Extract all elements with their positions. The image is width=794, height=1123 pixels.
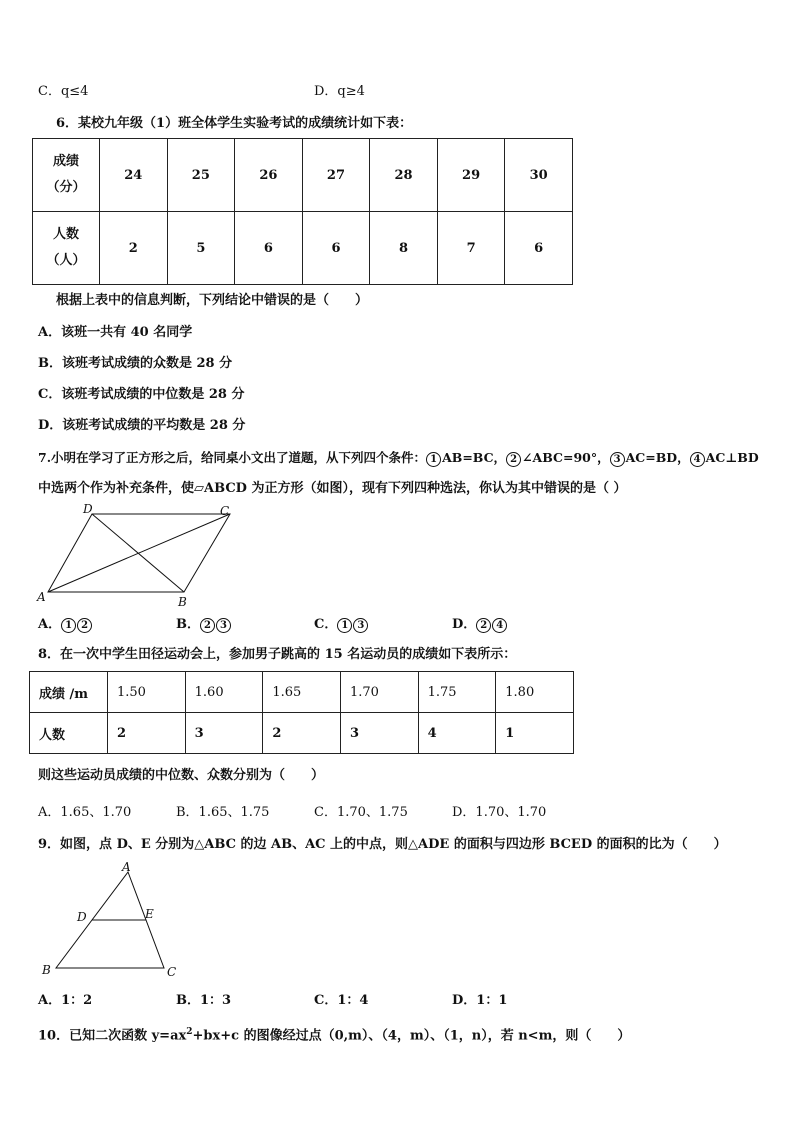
q6-score-cell: 27 (302, 139, 370, 212)
point-label-b: B (42, 963, 51, 977)
q8-height-cell: 1.50 (108, 672, 186, 713)
q8-count-cell: 2 (108, 713, 186, 754)
circled-number-icon: 3 (610, 452, 625, 467)
q10-stem-b: +bx+c 的图像经过点（0,m）、（4，m）、（1，n），若 n<m，则（ ） (192, 1028, 631, 1044)
q8-height-cell: 1.80 (496, 672, 574, 713)
q6-count-cell: 6 (302, 212, 370, 285)
q8-height-table (29, 671, 574, 754)
q8-count-header: 人数 (30, 713, 108, 754)
circled-number-icon: 3 (216, 618, 231, 633)
q8-option-a: A．1.65、1.70 (38, 805, 132, 820)
q5-option-c: C．q≤4 (38, 84, 89, 99)
circled-number-icon: 4 (492, 618, 507, 633)
q6-count-cell: 2 (100, 212, 168, 285)
circled-number-icon: 2 (77, 618, 92, 633)
q6-option-c: C．该班考试成绩的中位数是 28 分 (38, 387, 245, 402)
q6-count-cell: 8 (370, 212, 438, 285)
q6-count-header-b: （人） (46, 253, 86, 268)
q7-cond-1: AB=BC， (442, 450, 507, 465)
point-label-c: C (167, 965, 177, 979)
q6-count-row (33, 212, 573, 285)
q8-height-cell: 1.75 (418, 672, 496, 713)
q8-count-cell: 1 (496, 713, 574, 754)
circled-number-icon: 1 (426, 452, 441, 467)
q9-option-c: C．1：4 (314, 993, 369, 1008)
q7-stem-line1 (38, 449, 759, 467)
q8-height-header: 成绩 /m (30, 672, 108, 713)
q7-cond-2: ∠ABC=90°， (522, 450, 610, 465)
q9-stem: 9．如图，点 D、E 分别为△ABC 的边 AB、AC 上的中点，则△ADE 的面积与四边形 BCED 的面积的比为（ ） (38, 837, 727, 852)
q7-option-letter: B． (176, 617, 200, 632)
q6-score-cell: 25 (167, 139, 235, 212)
q6-score-cell: 29 (437, 139, 505, 212)
q9-option-a: A．1：2 (38, 993, 93, 1008)
q10-exponent: 2 (186, 1027, 193, 1037)
q8-option-d: D．1.70、1.70 (452, 805, 547, 820)
q6-count-header-a: 人数 (52, 227, 79, 242)
q8-height-cell: 1.60 (185, 672, 263, 713)
q6-score-cell: 26 (235, 139, 303, 212)
q9-option-b: B．1：3 (176, 993, 232, 1008)
q9-option-d: D．1：1 (452, 993, 508, 1008)
circled-number-icon: 2 (506, 452, 521, 467)
circled-number-icon: 4 (690, 452, 705, 467)
q9-triangle-figure (36, 860, 186, 980)
q6-score-header-a: 成绩 (52, 154, 79, 169)
circled-number-icon: 3 (353, 618, 368, 633)
q7-option-b (176, 616, 232, 634)
q8-height-cell: 1.70 (340, 672, 418, 713)
q6-score-table (32, 138, 573, 285)
q8-stem: 8．在一次中学生田径运动会上，参加男子跳高的 15 名运动员的成绩如下表所示： (38, 647, 517, 662)
q6-option-b: B．该班考试成绩的众数是 28 分 (38, 356, 233, 371)
q7-option-letter: A． (38, 617, 62, 632)
q7-option-c (314, 616, 369, 634)
q7-cond-3: AC=BD， (625, 450, 690, 465)
q6-count-cell: 5 (167, 212, 235, 285)
q6-option-a: A．该班一共有 40 名同学 (38, 325, 193, 340)
point-label-a: A (122, 860, 131, 874)
circled-number-icon: 1 (337, 618, 352, 633)
q7-option-letter: C． (314, 617, 338, 632)
q7-parallelogram-figure (32, 500, 242, 612)
q8-count-cell: 3 (185, 713, 263, 754)
q8-height-row (30, 672, 574, 713)
q7-option-letter: D． (452, 617, 477, 632)
q6-score-header (33, 139, 100, 212)
point-label-e: E (145, 907, 154, 921)
point-label-c: C (220, 504, 230, 518)
point-label-d: D (77, 910, 87, 924)
q7-option-d (452, 616, 508, 634)
q6-score-cell: 24 (100, 139, 168, 212)
q6-count-cell: 7 (437, 212, 505, 285)
q8-count-row (30, 713, 574, 754)
q8-height-cell: 1.65 (263, 672, 341, 713)
q8-count-cell: 2 (263, 713, 341, 754)
q8-question: 则这些运动员成绩的中位数、众数分别为（ ） (38, 768, 325, 783)
q6-score-header-b: （分） (46, 180, 86, 195)
q6-count-cell: 6 (505, 212, 573, 285)
q8-option-c: C．1.70、1.75 (314, 805, 408, 820)
point-label-d: D (83, 502, 93, 516)
q6-stem: 6．某校九年级（1）班全体学生实验考试的成绩统计如下表： (56, 116, 413, 131)
q8-count-cell: 4 (418, 713, 496, 754)
circled-number-icon: 2 (476, 618, 491, 633)
q6-score-cell: 30 (505, 139, 573, 212)
q6-score-row (33, 139, 573, 212)
q7-stem-a: 7.小明在学习了正方形之后，给同桌小文出了道题，从下列四个条件： (38, 450, 427, 465)
q6-count-header (33, 212, 100, 285)
circled-number-icon: 2 (200, 618, 215, 633)
diagonal-ac (48, 514, 230, 592)
q6-score-cell: 28 (370, 139, 438, 212)
point-label-b: B (178, 595, 187, 609)
q7-option-a (38, 616, 93, 634)
q8-count-cell: 3 (340, 713, 418, 754)
q6-count-cell: 6 (235, 212, 303, 285)
point-label-a: A (37, 590, 46, 604)
q7-stem-line2: 中选两个作为补充条件，使▱ABCD 为正方形（如图），现有下列四种选法，你认为其中错误的是（ ） (38, 481, 627, 496)
q10-stem-a: 10．已知二次函数 y=ax (38, 1028, 187, 1044)
q7-cond-4: AC⊥BD (705, 450, 759, 465)
diagonal-bd (92, 514, 184, 592)
q5-option-d: D．q≥4 (314, 84, 365, 99)
q6-option-d: D．该班考试成绩的平均数是 28 分 (38, 418, 246, 433)
circled-number-icon: 1 (61, 618, 76, 633)
q10-stem (38, 1023, 630, 1045)
q8-option-b: B．1.65、1.75 (176, 805, 270, 820)
q6-question: 根据上表中的信息判断，下列结论中错误的是（ ） (56, 293, 369, 308)
